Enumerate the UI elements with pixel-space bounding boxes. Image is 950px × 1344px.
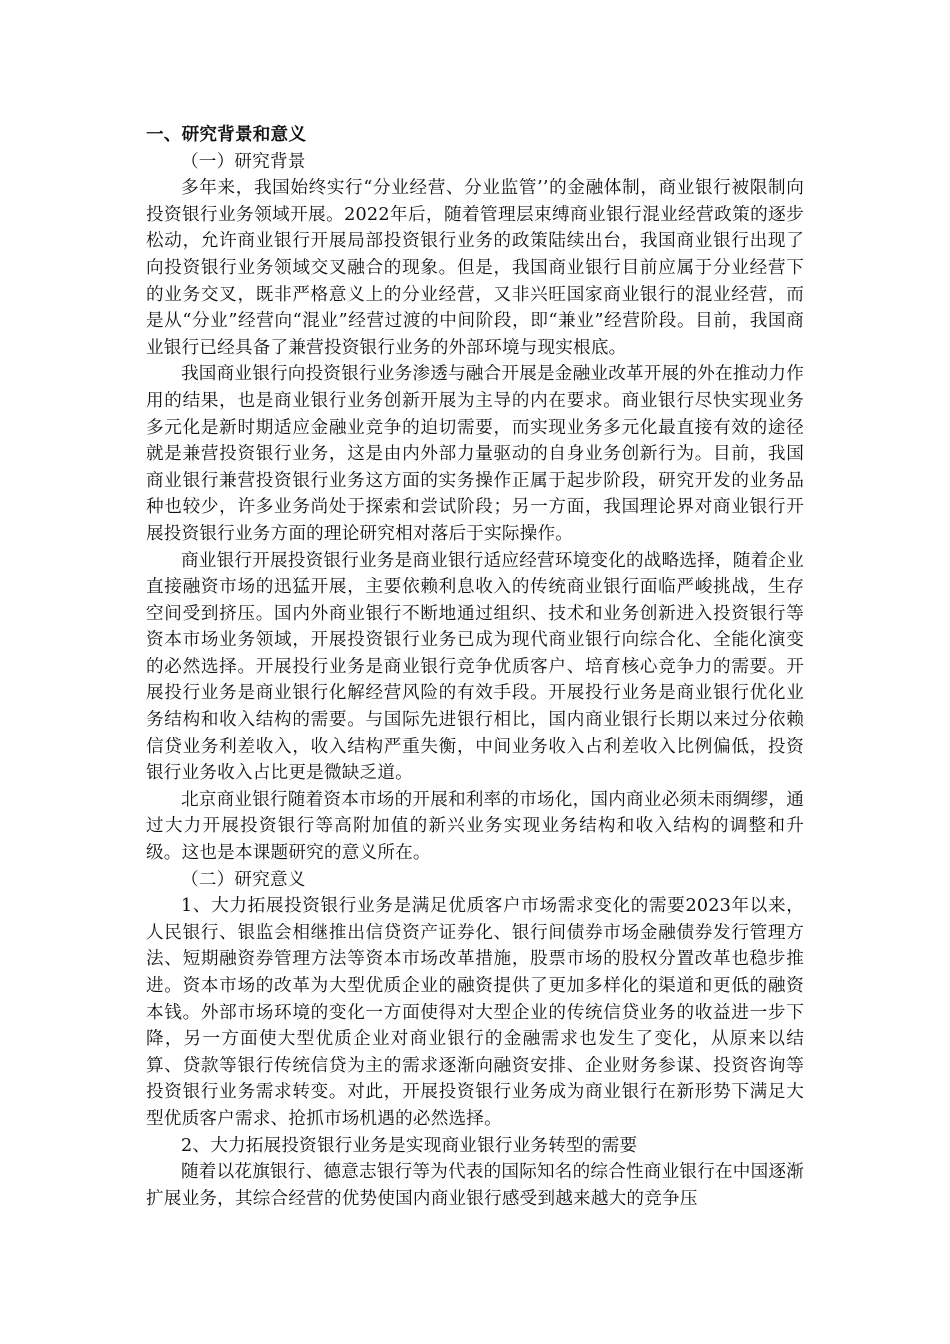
research-background-title: （一）研究背景 — [181, 151, 306, 172]
research-significance-title: （二）研究意义 — [181, 869, 306, 890]
document-page — [146, 122, 804, 1212]
background-paragraph-2: 我国商业银行向投资银行业务渗透与融合开展是金融业改革开展的外在推动力作用的结果，也是商业银行业务创新开展为主导的内在要求。商业银行尽快实现业务多元化是新时期适应金融业竞争的迫切需要，而实现业务多元化最直接有效的途径就是兼营投资银行业务，这是由内外部力量驱动的自身业务创新行为。目前，我国商业银行兼营投资银行业务这方面的实务操作正属于起步阶段，研究开发的业务品种也较少，许多业务尚处于探索和尝试阶段；另一方面，我国理论界对商业银行开展投资银行业务方面的理论研究相对落后于实际操作。 — [146, 364, 804, 544]
section-heading: 一、研究背景和意义 — [146, 124, 307, 145]
significance-item-1: 1、大力拓展投资银行业务是满足优质客户市场需求变化的需要2023年以来，人民银行、银监会相继推出信贷资产证券化、银行间债券市场金融债券发行管理方法、短期融资券管理方法等资本市场改革措施，股票市场的股权分置改革也稳步推进。资本市场的改革为大型优质企业的融资提供了更加多样化的渠道和更低的融资本钱。外部市场环境的变化一方面使得对大型企业的传统信贷业务的收益进一步下降，另一方面使大型优质企业对商业银行的金融需求也发生了变化，从原来以结算、贷款等银行传统信贷为主的需求逐渐向融资安排、企业财务参谋、投资咨询等投资银行业务需求转变。对此，开展投资银行业务成为商业银行在新形势下满足大型优质客户需求、抢抓市场机遇的必然选择。 — [146, 896, 804, 1129]
significance-item-2-title: 2、大力拓展投资银行业务是实现商业银行业务转型的需要 — [181, 1135, 638, 1156]
background-paragraph-1: 多年来，我国始终实行“分业经营、分业监管’’的金融体制，商业银行被限制向投资银行业务领域开展。2022年后，随着管理层束缚商业银行混业经营政策的逐步松动，允许商业银行开展局部投资银行业务的政策陆续出台，我国商业银行出现了向投资银行业务领域交叉融合的现象。但是，我国商业银行目前应属于分业经营下的业务交叉，既非严格意义上的分业经营，又非兴旺国家商业银行的混业经营，而是从“分业”经营向“混业”经营过渡的中间阶段，即“兼业”经营阶段。目前，我国商业银行已经具备了兼营投资银行业务的外部环境与现实根底。 — [146, 178, 804, 358]
background-paragraph-4: 北京商业银行随着资本市场的开展和利率的市场化，国内商业必须未雨绸缪，通过大力开展投资银行等高附加值的新兴业务实现业务结构和收入结构的调整和升级。这也是本课题研究的意义所在。 — [146, 789, 804, 864]
significance-item-2-paragraph: 随着以花旗银行、德意志银行等为代表的国际知名的综合性商业银行在中国逐渐扩展业务，其综合经营的优势使国内商业银行感受到越来越大的竞争压 — [146, 1162, 804, 1209]
background-paragraph-3: 商业银行开展投资银行业务是商业银行适应经营环境变化的战略选择，随着企业直接融资市场的迅猛开展，主要依赖利息收入的传统商业银行面临严峻挑战，生存空间受到挤压。国内外商业银行不断地通过组织、技术和业务创新进入投资银行等资本市场业务领域，开展投资银行业务已成为现代商业银行向综合化、全能化演变的必然选择。开展投行业务是商业银行竞争优质客户、培育核心竞争力的需要。开展投行业务是商业银行化解经营风险的有效手段。开展投行业务是商业银行优化业务结构和收入结构的需要。与国际先进银行相比，国内商业银行长期以来过分依赖信贷业务利差收入，收入结构严重失衡，中间业务收入占利差收入比例偏低，投资银行业务收入占比更是微缺乏道。 — [146, 550, 804, 784]
